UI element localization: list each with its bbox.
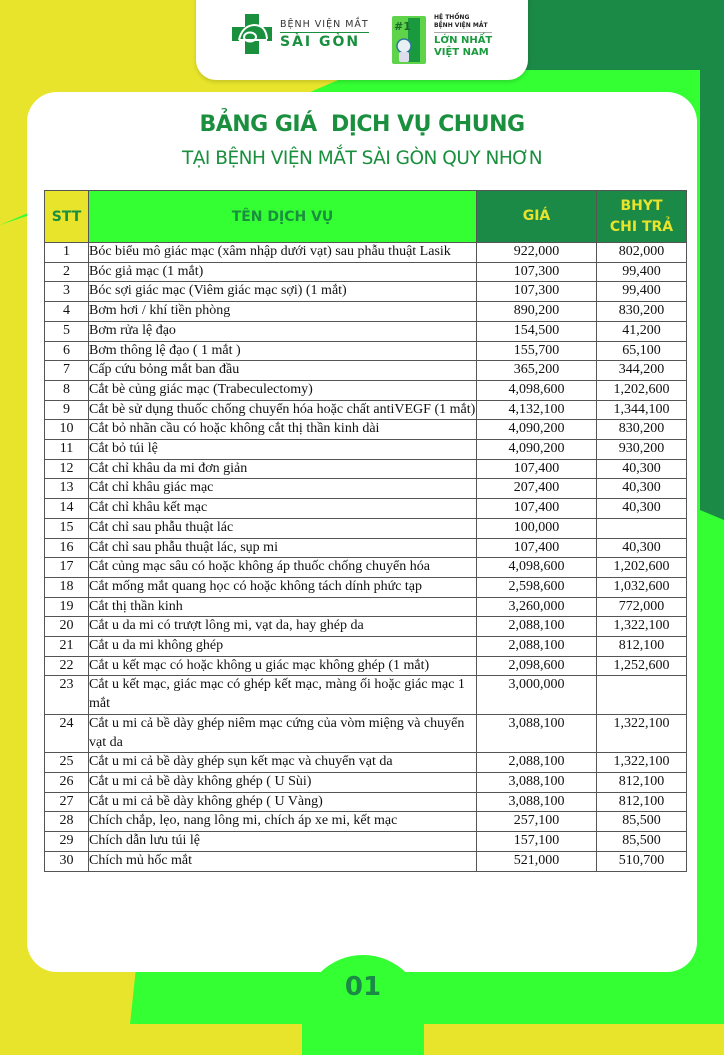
- row-insurance-amount: 40,300: [597, 459, 687, 479]
- row-service-name: Cắt u mi cả bề dày không ghép ( U Vàng): [89, 792, 477, 812]
- row-price: 107,400: [477, 459, 597, 479]
- row-price: 4,098,600: [477, 380, 597, 400]
- row-service-name: Cắt chỉ sau phẫu thuật lác: [89, 518, 477, 538]
- header-stt: STT: [45, 191, 89, 243]
- row-stt: 14: [45, 499, 89, 519]
- row-service-name: Cắt củng mạc sâu có hoặc không áp thuốc chống chuyển hóa: [89, 558, 477, 578]
- row-stt: 16: [45, 538, 89, 558]
- row-service-name: Cắt chỉ khâu kết mạc: [89, 499, 477, 519]
- row-service-name: Cắt u da mi không ghép: [89, 637, 477, 657]
- table-row: [45, 597, 687, 617]
- table-row: [45, 772, 687, 792]
- row-insurance-amount: 1,202,600: [597, 380, 687, 400]
- row-insurance-amount: 812,100: [597, 772, 687, 792]
- row-insurance-amount: 772,000: [597, 597, 687, 617]
- row-stt: 8: [45, 380, 89, 400]
- row-service-name: Cắt chỉ khâu giác mạc: [89, 479, 477, 499]
- row-stt: 30: [45, 851, 89, 871]
- row-service-name: Cắt bỏ nhãn cầu có hoặc không cắt thị thần kinh dài: [89, 420, 477, 440]
- row-price: 4,132,100: [477, 400, 597, 420]
- row-price: 2,088,100: [477, 637, 597, 657]
- row-insurance-amount: [597, 518, 687, 538]
- row-stt: 24: [45, 714, 89, 752]
- row-stt: 19: [45, 597, 89, 617]
- row-price: 4,090,200: [477, 440, 597, 460]
- page-title: BẢNG GIÁ DỊCH VỤ CHUNG: [199, 112, 525, 137]
- row-price: 3,088,100: [477, 714, 597, 752]
- row-price: 3,000,000: [477, 676, 597, 714]
- row-insurance-amount: 40,300: [597, 479, 687, 499]
- row-stt: 15: [45, 518, 89, 538]
- table-row: [45, 420, 687, 440]
- row-service-name: Cấp cứu bỏng mắt ban đầu: [89, 361, 477, 381]
- row-insurance-amount: 1,322,100: [597, 714, 687, 752]
- row-insurance-amount: 802,000: [597, 243, 687, 263]
- table-row: [45, 499, 687, 519]
- header-insurance: [597, 191, 687, 243]
- row-service-name: Cắt mống mắt quang học có hoặc không tách dính phức tạp: [89, 577, 477, 597]
- row-service-name: Cắt bè củng giác mạc (Trabeculectomy): [89, 380, 477, 400]
- hospital-logo: [232, 14, 369, 54]
- row-service-name: Cắt u da mi có trượt lông mi, vạt da, hay ghép da: [89, 617, 477, 637]
- row-insurance-amount: 510,700: [597, 851, 687, 871]
- row-price: 890,200: [477, 302, 597, 322]
- row-insurance-amount: 65,100: [597, 341, 687, 361]
- row-price: 107,400: [477, 538, 597, 558]
- number-one-badge-icon: [390, 14, 430, 66]
- row-service-name: Bóc biểu mô giác mạc (xâm nhập dưới vạt) sau phẫu thuật Lasik: [89, 243, 477, 263]
- row-price: 155,700: [477, 341, 597, 361]
- row-service-name: Chích chắp, lẹo, nang lông mi, chích áp xe mi, kết mạc: [89, 812, 477, 832]
- row-insurance-amount: 830,200: [597, 420, 687, 440]
- table-row: [45, 812, 687, 832]
- row-insurance-amount: 99,400: [597, 262, 687, 282]
- row-service-name: Cắt u mi cả bề dày ghép niêm mạc cứng của vòm miệng và chuyển vạt da: [89, 714, 477, 752]
- row-insurance-amount: 99,400: [597, 282, 687, 302]
- row-stt: 12: [45, 459, 89, 479]
- row-stt: 6: [45, 341, 89, 361]
- row-price: 922,000: [477, 243, 597, 263]
- table-row: [45, 753, 687, 773]
- row-stt: 5: [45, 321, 89, 341]
- table-row: [45, 656, 687, 676]
- row-insurance-amount: 1,344,100: [597, 400, 687, 420]
- row-insurance-amount: 344,200: [597, 361, 687, 381]
- header-insurance-line1: BHYT: [620, 197, 663, 214]
- row-service-name: Cắt u kết mạc có hoặc không u giác mạc không ghép (1 mắt): [89, 656, 477, 676]
- row-price: 157,100: [477, 832, 597, 852]
- award-rank-text: #1: [394, 20, 411, 33]
- table-row: [45, 714, 687, 752]
- row-price: 107,300: [477, 282, 597, 302]
- row-price: 521,000: [477, 851, 597, 871]
- row-insurance-amount: 1,252,600: [597, 656, 687, 676]
- row-insurance-amount: [597, 676, 687, 714]
- row-service-name: Bơm hơi / khí tiền phòng: [89, 302, 477, 322]
- row-service-name: Bóc giả mạc (1 mắt): [89, 262, 477, 282]
- award-line4: VIỆT NAM: [434, 47, 489, 58]
- table-row: [45, 637, 687, 657]
- row-insurance-amount: 85,500: [597, 812, 687, 832]
- row-price: 107,300: [477, 262, 597, 282]
- row-stt: 2: [45, 262, 89, 282]
- row-stt: 23: [45, 676, 89, 714]
- row-stt: 13: [45, 479, 89, 499]
- row-insurance-amount: 85,500: [597, 832, 687, 852]
- row-stt: 22: [45, 656, 89, 676]
- row-price: 100,000: [477, 518, 597, 538]
- table-row: [45, 518, 687, 538]
- table-row: [45, 617, 687, 637]
- row-price: 2,598,600: [477, 577, 597, 597]
- row-price: 2,088,100: [477, 617, 597, 637]
- row-insurance-amount: 40,300: [597, 538, 687, 558]
- hospital-name-line1: BỆNH VIỆN MẮT: [280, 19, 369, 33]
- row-service-name: Bơm thông lệ đạo ( 1 mắt ): [89, 341, 477, 361]
- row-insurance-amount: 830,200: [597, 302, 687, 322]
- row-service-name: Cắt u mi cả bề dày không ghép ( U Sùi): [89, 772, 477, 792]
- row-stt: 7: [45, 361, 89, 381]
- table-row: [45, 479, 687, 499]
- table-row: [45, 380, 687, 400]
- table-row: [45, 321, 687, 341]
- row-price: 107,400: [477, 499, 597, 519]
- row-service-name: Cắt u kết mạc, giác mạc có ghép kết mạc, màng ối hoặc giác mạc 1 mắt: [89, 676, 477, 714]
- row-stt: 21: [45, 637, 89, 657]
- table-row: [45, 361, 687, 381]
- row-stt: 4: [45, 302, 89, 322]
- table-row: [45, 440, 687, 460]
- row-insurance-amount: 1,032,600: [597, 577, 687, 597]
- table-row: [45, 558, 687, 578]
- row-price: 3,088,100: [477, 772, 597, 792]
- row-stt: 29: [45, 832, 89, 852]
- row-service-name: Chích mủ hốc mắt: [89, 851, 477, 871]
- table-row: [45, 676, 687, 714]
- award-logo: [390, 14, 492, 66]
- table-row: [45, 832, 687, 852]
- row-insurance-amount: 40,300: [597, 499, 687, 519]
- row-service-name: Cắt chỉ sau phẫu thuật lác, sụp mi: [89, 538, 477, 558]
- price-table: [44, 190, 687, 872]
- row-price: 4,090,200: [477, 420, 597, 440]
- row-stt: 28: [45, 812, 89, 832]
- hospital-name-line2: SÀI GÒN: [280, 33, 361, 50]
- row-service-name: Chích dẫn lưu túi lệ: [89, 832, 477, 852]
- row-service-name: Bơm rửa lệ đạo: [89, 321, 477, 341]
- row-insurance-amount: 1,202,600: [597, 558, 687, 578]
- row-stt: 25: [45, 753, 89, 773]
- header-insurance-line2: CHI TRẢ: [609, 218, 674, 235]
- table-header-row: [45, 191, 687, 243]
- table-row: [45, 302, 687, 322]
- award-line3: LỚN NHẤT: [434, 32, 492, 47]
- page-number: 01: [344, 972, 382, 1002]
- row-stt: 9: [45, 400, 89, 420]
- row-price: 4,098,600: [477, 558, 597, 578]
- row-service-name: Cắt chỉ khâu da mi đơn giản: [89, 459, 477, 479]
- row-stt: 10: [45, 420, 89, 440]
- table-row: [45, 851, 687, 871]
- row-price: 2,098,600: [477, 656, 597, 676]
- row-insurance-amount: 1,322,100: [597, 753, 687, 773]
- table-row: [45, 341, 687, 361]
- row-stt: 11: [45, 440, 89, 460]
- row-stt: 17: [45, 558, 89, 578]
- award-line1: HỆ THỐNG: [434, 14, 470, 21]
- row-price: 207,400: [477, 479, 597, 499]
- row-insurance-amount: 41,200: [597, 321, 687, 341]
- page-subtitle: TẠI BỆNH VIỆN MẮT SÀI GÒN QUY NHƠN: [181, 148, 543, 169]
- header-service-name: TÊN DỊCH VỤ: [89, 191, 477, 243]
- row-stt: 3: [45, 282, 89, 302]
- row-price: 257,100: [477, 812, 597, 832]
- table-row: [45, 538, 687, 558]
- row-service-name: Cắt thị thần kinh: [89, 597, 477, 617]
- row-stt: 18: [45, 577, 89, 597]
- row-stt: 27: [45, 792, 89, 812]
- row-service-name: Bóc sợi giác mạc (Viêm giác mạc sợi) (1 mắt): [89, 282, 477, 302]
- table-row: [45, 459, 687, 479]
- table-row: [45, 792, 687, 812]
- row-insurance-amount: 930,200: [597, 440, 687, 460]
- table-row: [45, 262, 687, 282]
- row-price: 154,500: [477, 321, 597, 341]
- table-row: [45, 577, 687, 597]
- header-price: GIÁ: [477, 191, 597, 243]
- table-row: [45, 400, 687, 420]
- row-insurance-amount: 812,100: [597, 637, 687, 657]
- row-stt: 20: [45, 617, 89, 637]
- eye-cross-logo-icon: [232, 14, 272, 54]
- row-stt: 1: [45, 243, 89, 263]
- row-insurance-amount: 1,322,100: [597, 617, 687, 637]
- row-price: 365,200: [477, 361, 597, 381]
- award-line2: BỆNH VIỆN MẮT: [434, 22, 488, 29]
- table-row: [45, 282, 687, 302]
- row-price: 3,260,000: [477, 597, 597, 617]
- row-service-name: Cắt bỏ túi lệ: [89, 440, 477, 460]
- table-row: [45, 243, 687, 263]
- row-price: 3,088,100: [477, 792, 597, 812]
- row-insurance-amount: 812,100: [597, 792, 687, 812]
- row-service-name: Cắt bè sử dụng thuốc chống chuyển hóa hoặc chất antiVEGF (1 mắt): [89, 400, 477, 420]
- row-stt: 26: [45, 772, 89, 792]
- row-service-name: Cắt u mi cả bề dày ghép sụn kết mạc và chuyển vạt da: [89, 753, 477, 773]
- row-price: 2,088,100: [477, 753, 597, 773]
